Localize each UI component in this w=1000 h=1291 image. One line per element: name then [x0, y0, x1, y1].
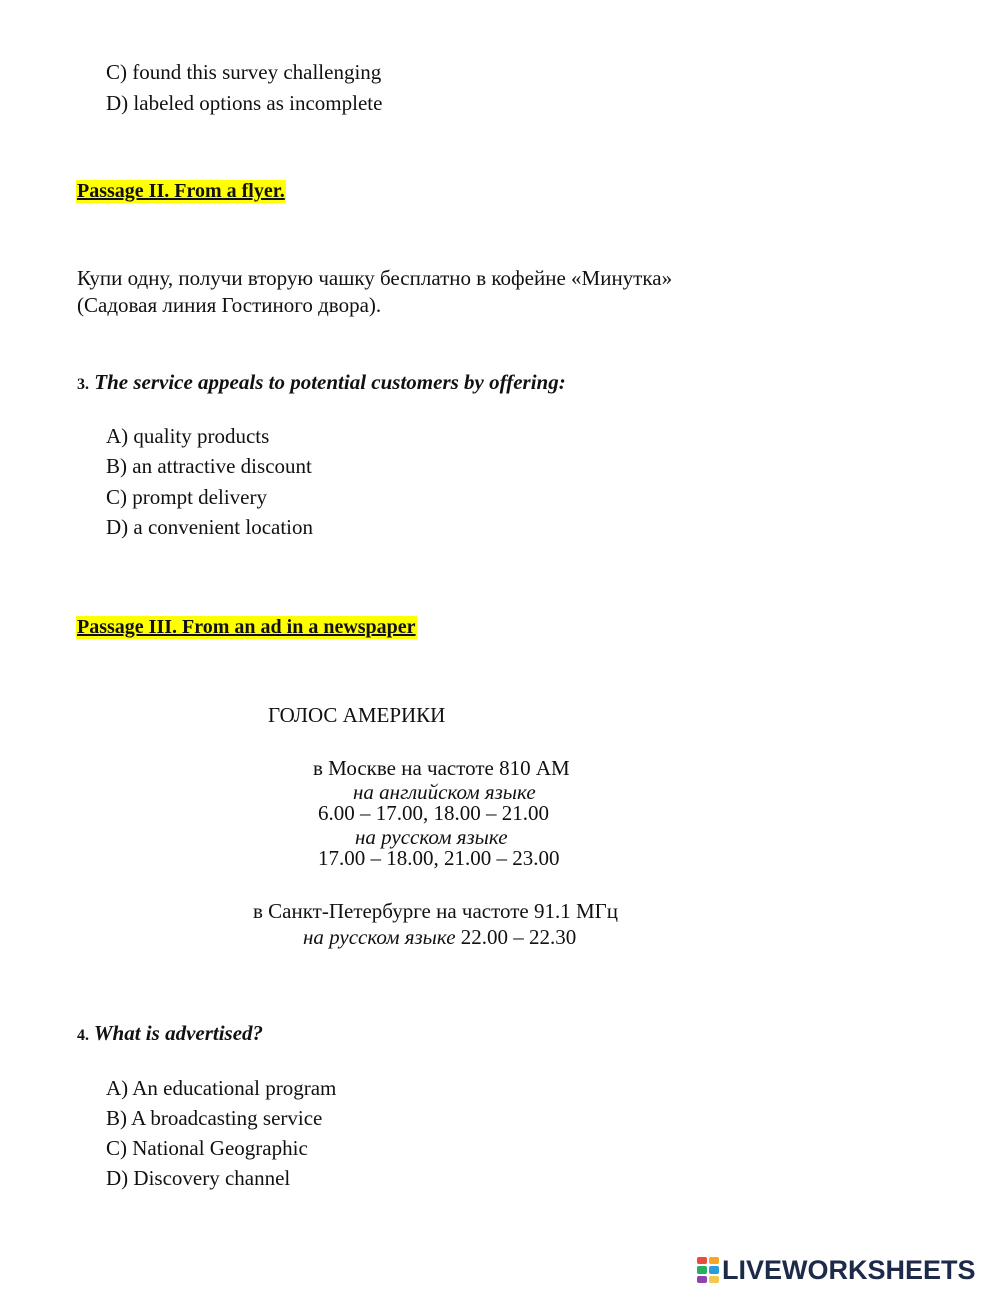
- q3-option-c: C) prompt delivery: [106, 485, 267, 509]
- question4-text: What is advertised?: [93, 1021, 264, 1045]
- q4-option-a: A) An educational program: [106, 1076, 337, 1100]
- question4-number: 4.: [77, 1027, 89, 1044]
- ad-spb-russian-label: на русском языке: [303, 925, 456, 949]
- q4-option-b: B) A broadcasting service: [106, 1106, 323, 1130]
- liveworksheets-logo-text: LIVEWORKSHEETS: [722, 1254, 976, 1285]
- question4-prompt: [77, 1021, 263, 1046]
- ad-spb-times: 22.00 – 22.30: [455, 925, 577, 949]
- ad-english-label: на английском языке: [353, 780, 536, 804]
- passage3-heading: Passage III. From an ad in a newspaper: [77, 616, 416, 638]
- ad-title: ГОЛОС АМЕРИКИ: [268, 703, 446, 727]
- q2-option-d: D) labeled options as incomplete: [106, 91, 383, 115]
- q3-option-b: B) an attractive discount: [106, 454, 312, 478]
- passage2-heading: Passage II. From a flyer.: [77, 180, 285, 202]
- ad-english-times: 6.00 – 17.00, 18.00 – 21.00: [318, 801, 549, 825]
- passage2-line1: Купи одну, получи вторую чашку бесплатно в кофейне «Минутка»: [77, 266, 673, 290]
- ad-moscow-frequency: в Москве на частоте 810 АМ: [313, 756, 570, 780]
- q4-option-d: D) Discovery channel: [106, 1166, 291, 1190]
- ad-spb-schedule: [303, 925, 576, 950]
- q4-option-c: C) National Geographic: [106, 1136, 308, 1160]
- ad-spb-frequency: в Санкт-Петербурге на частоте 91.1 МГц: [253, 899, 619, 923]
- q2-option-c: C) found this survey challenging: [106, 60, 382, 84]
- ad-russian-label: на русском языке: [355, 825, 508, 849]
- question3-prompt: [77, 370, 566, 395]
- question3-text: The service appeals to potential customers by offering:: [94, 370, 566, 394]
- passage2-line2: (Садовая линия Гостиного двора).: [77, 293, 382, 317]
- question3-number: 3.: [77, 376, 89, 393]
- liveworksheets-logo: [697, 1256, 976, 1284]
- q3-option-d: D) a convenient location: [106, 515, 314, 539]
- q3-option-a: A) quality products: [106, 424, 270, 448]
- liveworksheets-logo-icon: [697, 1257, 719, 1283]
- ad-russian-times: 17.00 – 18.00, 21.00 – 23.00: [318, 846, 560, 870]
